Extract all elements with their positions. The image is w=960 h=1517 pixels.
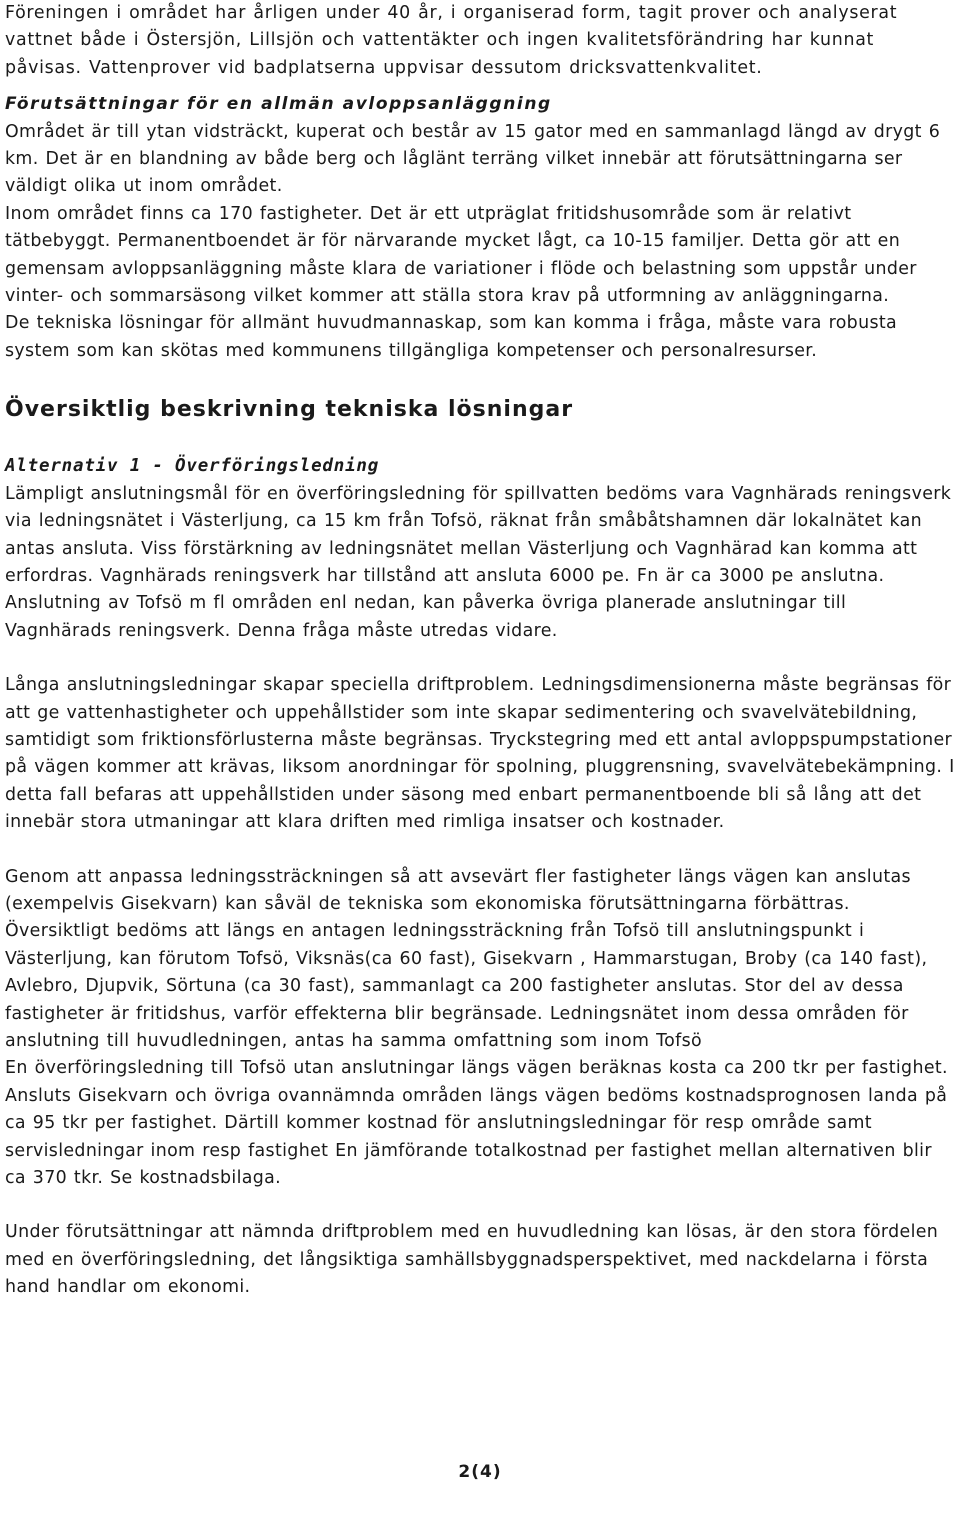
prerequisites-heading: Förutsättningar för en allmän avloppsanläggning (5, 94, 552, 115)
prerequisites-paragraph-1: Området är till ytan vidsträckt, kuperat och består av 15 gator med en sammanlagd längd av drygt 6 km. Det är en blandning av både berg och låglänt terräng vilket innebär att förutsättningarna ser väldigt olika ut inom området. (5, 121, 941, 197)
overview-paragraph-4: En överföringsledning till Tofsö utan anslutningar längs vägen beräknas kosta ca 200 tkr per fastighet. Ansluts Gisekvarn och övriga ovannämnda områden längs vägen bedöms kostnadsprognosen landa på ca 95 tkr per fastighet. Därtill kommer kostnad för anslutningsledningar för resp område samt servisledningar inom resp fastighet En jämförande totalkostnad per fastighet mellan alternativen blir ca 370 tkr. Se kostnadsbilaga. (5, 1058, 948, 1189)
document-page (5, 0, 957, 1302)
alternative-1-heading: Alternativ 1 - Överföringsledning (5, 456, 380, 477)
prerequisites-paragraph-2: Inom området finns ca 170 fastigheter. Det är ett utpräglat fritidshusområde som är relativt tätbebyggt. Permanentboendet är för närvarande mycket lågt, ca 10-15 familjer. Detta gör att en gemensam avloppsanläggning måste klara de variationer i flöde och belastning som uppstår under vinter- och sommarsäsong vilket kommer att ställa stora krav på utformning av anläggningarna. (5, 203, 917, 307)
overview-paragraph-2: Långa anslutningsledningar skapar speciella driftproblem. Ledningsdimensionerna måste begränsas för att ge vattenhastigheter och uppehållstider som inte skapar sedimentering och svavelvätebildning, samtidigt som friktionsförlusterna måste begränsas. Tryckstegring med ett antal avloppspumpstationer på vägen kommer att krävas, liksom anordningar för spolning, pluggrensning, svavelvätebekämpning. I detta fall befaras att uppehållstiden under säsong med enbart permanentboende bli så lång att det innebär stora utmaningar att klara driften med rimliga insatser och kostnader. (5, 675, 955, 833)
overview-paragraph-3: Genom att anpassa ledningssträckningen så att avsevärt fler fastigheter längs vägen kan anslutas (exempelvis Gisekvarn) kan såväl de tekniska som ekonomiska förutsättningarna förbättras. Översiktligt bedöms att längs en antagen ledningssträckning från Tofsö till anslutningspunkt i Västerljung, kan förutom Tofsö, Viksnäs(ca 60 fast), Gisekvarn , Hammarstugan, Broby (ca 140 fast), Avlebro, Djupvik, Sörtuna (ca 30 fast), sammanlagt ca 200 fastigheter anslutas. Stor del av dessa fastigheter är fritidshus, varför effekterna blir begränsade. Ledningsnätet inom dessa områden för anslutning till huvudledningen, antas ha samma omfattning som inom Tofsö (5, 866, 928, 1051)
overview-heading: Översiktlig beskrivning tekniska lösningar (5, 397, 574, 423)
intro-paragraph: Föreningen i området har årligen under 40 år, i organiserad form, tagit prover och analyserat vattnet både i Östersjön, Lillsjön och vattentäkter och ingen kvalitetsförändring har kunnat påvisas. Vattenprover vid badplatserna uppvisar dessutom dricksvattenkvalitet. (5, 3, 898, 78)
page-number: 2(4) (458, 1462, 502, 1482)
overview-paragraph-1: Lämpligt anslutningsmål för en överföringsledning för spillvatten bedöms vara Vagnhärads reningsverk via ledningsnätet i Västerljung, ca 15 km från Tofsö, räknat från småbåtshamnen där lokalnätet kan antas ansluta. Viss förstärkning av ledningsnätet mellan Västerljung och Vagnhärad kan komma att erfordras. Vagnhärads reningsverk har tillstånd att ansluta 6000 pe. Fn är ca 3000 pe anslutna. Anslutning av Tofsö m fl områden enl nedan, kan påverka övriga planerade anslutningar till Vagnhärads reningsverk. Denna fråga måste utredas vidare. (5, 483, 952, 641)
overview-paragraph-5: Under förutsättningar att nämnda driftproblem med en huvudledning kan lösas, är den stora fördelen med en överföringsledning, det långsiktiga samhällsbyggnadsperspektivet, med nackdelarna i första hand handlar om ekonomi. (5, 1222, 939, 1298)
prerequisites-paragraph-3: De tekniska lösningar för allmänt huvudmannaskap, som kan komma i fråga, måste vara robusta system som kan skötas med kommunens tillgängliga kompetenser och personalresurser. (5, 313, 898, 361)
